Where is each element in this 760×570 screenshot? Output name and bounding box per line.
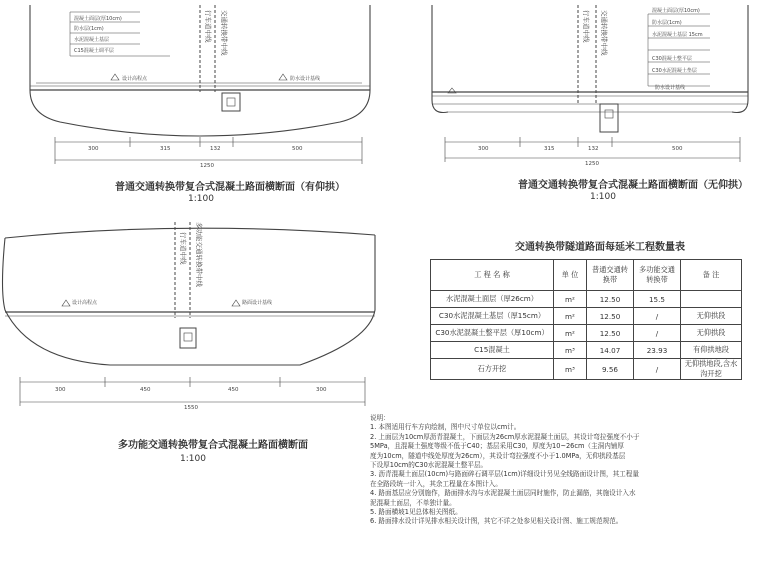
table-cell: 12.50 <box>587 291 634 308</box>
table-cell: 23.93 <box>634 342 681 359</box>
s2-mark-1: 防水设计基线 <box>655 85 686 91</box>
note-line: 3. 沥青混凝土面层(10cm)与路面碎石调平层(1cm)详细设计另见全线路面设计图，其工程量 <box>370 470 639 479</box>
s1-dim-4: 500 <box>292 146 303 152</box>
s3-vlabel-1: 行车道中线 <box>179 232 187 265</box>
table-cell: 12.50 <box>587 308 634 325</box>
s2-dim-4: 500 <box>672 146 683 152</box>
table-cell: 无仰拱段 <box>681 308 742 325</box>
table-cell: 无仰拱地段,含水沟开挖 <box>681 359 742 380</box>
section-1-caption: 普通交通转换带复合式混凝土路面横断面（有仰拱） <box>115 182 345 193</box>
note-line: 4. 路面基层应分别施作，路面排水沟与水泥混凝土面层同时施作，防止漏筋，其施设计入水 <box>370 489 636 498</box>
table-cell: m² <box>554 291 587 308</box>
note-line: 5. 路面横坡1见总体相关图纸。 <box>370 508 462 517</box>
table-cell: 15.5 <box>634 291 681 308</box>
s2-dim-3: 132 <box>588 146 599 152</box>
table-header: 单 位 <box>554 260 587 291</box>
s2-layer-2: 防水层(1cm) <box>652 20 682 26</box>
notes-title: 说明： <box>370 414 390 422</box>
s1-vlabel-2: 交通转换带中线 <box>220 10 228 56</box>
note-line: 泥混凝土面层，不单独计量。 <box>370 498 456 507</box>
table-cell: C30水泥混凝土基层（厚15cm） <box>431 308 554 325</box>
s1-total: 1250 <box>200 163 214 169</box>
s1-dim-1: 300 <box>88 146 99 152</box>
s2-layer-1: 混凝土面层(厚10cm) <box>652 8 700 14</box>
table-cell: 9.56 <box>587 359 634 380</box>
table-row <box>431 308 742 325</box>
table-header: 多功能交通转换带 <box>634 260 681 291</box>
s1-layer-2: 防水层(1cm) <box>74 26 104 32</box>
section-3-caption: 多功能交通转换带复合式混凝土路面横断面 <box>118 440 308 451</box>
table-cell: 14.07 <box>587 342 634 359</box>
section-1-scale: 1:100 <box>188 194 214 204</box>
section-3-scale: 1:100 <box>180 454 206 464</box>
s2-vlabel-2: 交通转换带中线 <box>600 10 608 56</box>
note-line: 5MPa，且混凝土强度等级不低于C40；基层采用C30，厚度为10~26cm（主洞内铺厚 <box>370 442 624 451</box>
s1-layer-3: 水泥混凝土基层 <box>74 37 110 43</box>
s3-dim-2: 450 <box>140 387 151 393</box>
s1-mark-2: 防水设计基线 <box>290 76 321 82</box>
table-cell: / <box>634 325 681 342</box>
table-row <box>431 291 742 308</box>
table-cell: C15混凝土 <box>431 342 554 359</box>
table-row <box>431 342 742 359</box>
s2-layer-4: C30混凝土整平层 <box>652 56 692 62</box>
s3-dim-3: 450 <box>228 387 239 393</box>
table-cell: C30水泥混凝土整平层（厚10cm） <box>431 325 554 342</box>
table-header: 普通交通转换带 <box>587 260 634 291</box>
s2-total: 1250 <box>585 161 599 167</box>
s1-vlabel-1: 行车道中线 <box>204 10 212 43</box>
table-header: 备 注 <box>681 260 742 291</box>
s3-dim-1: 300 <box>55 387 66 393</box>
quantity-table <box>430 259 742 380</box>
s2-layer-3: 水泥混凝土基层 15cm <box>652 32 703 38</box>
table-cell: m³ <box>554 342 587 359</box>
section-3-drawing <box>3 222 376 406</box>
s1-dim-3: 132 <box>210 146 221 152</box>
notes-block <box>370 414 750 527</box>
s3-total: 1550 <box>184 405 198 411</box>
table-header: 工 程 名 称 <box>431 260 554 291</box>
table-row <box>431 359 742 380</box>
note-line: 1. 本图适用行车方向绘制，图中尺寸单位以cm计。 <box>370 423 521 432</box>
section-2-scale: 1:100 <box>590 192 616 202</box>
s1-dim-2: 315 <box>160 146 171 152</box>
s1-mark-1: 设计高程点 <box>122 76 148 82</box>
s3-mark-2: 路面设计基线 <box>242 300 273 306</box>
s2-dim-1: 300 <box>478 146 489 152</box>
s2-dim-2: 315 <box>544 146 555 152</box>
table-cell: 无仰拱段 <box>681 325 742 342</box>
table-cell: 水泥混凝土面层（厚26cm） <box>431 291 554 308</box>
table-cell: / <box>634 359 681 380</box>
table-cell: / <box>634 308 681 325</box>
table-cell: m² <box>554 308 587 325</box>
s3-mark-1: 设计高程点 <box>72 300 98 306</box>
table-cell: 石方开挖 <box>431 359 554 380</box>
note-line: 2. 上面层为10cm厚沥青混凝土，下面层为26cm厚水泥混凝土面层，其设计弯拉强度不小于 <box>370 432 640 441</box>
table-cell: 有仰拱地段 <box>681 342 742 359</box>
s2-vlabel-1: 行车道中线 <box>582 10 590 43</box>
section-2-caption: 普通交通转换带复合式混凝土路面横断面（无仰拱） <box>518 180 748 191</box>
note-line: 度为10cm，隧道中线处厚度为26cm），其设计弯拉强度不小于1.0MPa，无仰拱段基层 <box>370 451 626 460</box>
s3-dim-4: 300 <box>316 387 327 393</box>
table-row <box>431 325 742 342</box>
table-cell: m³ <box>554 359 587 380</box>
note-line: 6. 路面排水设计详见排水相关设计图，其它不详之处参见相关设计图、施工规范规范。 <box>370 517 623 526</box>
s2-layer-5: C30水泥混凝土垫层 <box>652 68 697 74</box>
quantity-table-title: 交通转换带隧道路面每延米工程数量表 <box>515 242 685 253</box>
table-cell <box>681 291 742 308</box>
note-line: 在全路段统一计入，其余工程量在本图计入。 <box>370 479 502 488</box>
s1-layer-1: 混凝土面层(厚10cm) <box>74 16 122 22</box>
table-cell: 12.50 <box>587 325 634 342</box>
table-cell: m² <box>554 325 587 342</box>
note-line: 下设厚10cm的C30水泥混凝土整平层。 <box>370 461 488 470</box>
table-header-row <box>431 260 742 291</box>
s3-vlabel-2: 多功能交通转换带中线 <box>195 222 203 287</box>
s1-layer-4: C15混凝土调平层 <box>74 48 114 54</box>
